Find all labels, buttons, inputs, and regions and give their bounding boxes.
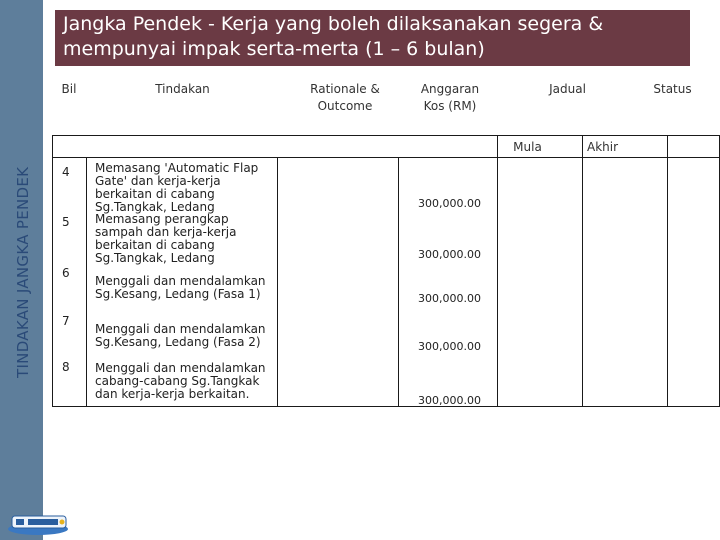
table-row-kos: 300,000.00 — [418, 248, 481, 261]
table-row-tindakan: Menggali dan mendalamkan cabang-cabang Sg.Tangkak dan kerja-kerja berkaitan. — [95, 361, 266, 401]
header-status: Status — [653, 82, 692, 96]
table-row-bil: 7 — [62, 314, 70, 328]
header-jadual: Jadual — [549, 82, 586, 96]
table-row-bil: 8 — [62, 360, 70, 374]
table-row-tindakan: Menggali dan mendalamkan Sg.Kesang, Ledang (Fasa 2) — [95, 322, 266, 349]
table-row-kos: 300,000.00 — [418, 292, 481, 305]
header-rationale: Rationale & Outcome — [310, 82, 380, 113]
header-akhir: Akhir — [586, 140, 619, 154]
table-row-kos: 300,000.00 — [418, 340, 481, 353]
slide-title: Jangka Pendek - Kerja yang boleh dilaksanakan segera & mempunyai impak serta-merta (1 – 6 bulan) — [55, 10, 690, 66]
table-row-tindakan: Menggali dan mendalamkan Sg.Kesang, Ledang (Fasa 1) — [95, 274, 266, 301]
logo — [6, 513, 70, 537]
side-label: TINDAKAN JANGKA PENDEK — [14, 166, 32, 378]
table-row-tindakan: Memasang 'Automatic Flap Gate' dan kerja-kerja berkaitan di cabang Sg.Tangkak, Ledang — [95, 161, 259, 214]
table-row-tindakan: Memasang perangkap sampah dan kerja-kerja berkaitan di cabang Sg.Tangkak, Ledang — [95, 212, 237, 265]
table-row-bil: 5 — [62, 215, 70, 229]
table-row-kos: 300,000.00 — [418, 394, 481, 407]
table-row-bil: 6 — [62, 266, 70, 280]
header-bil: Bil — [61, 82, 77, 96]
header-mula: Mula — [513, 140, 542, 154]
table-row-kos: 300,000.00 — [418, 197, 481, 210]
table-row-bil: 4 — [62, 165, 70, 179]
header-tindakan: Tindakan — [155, 82, 210, 96]
header-anggaran: Anggaran Kos (RM) — [420, 82, 480, 113]
